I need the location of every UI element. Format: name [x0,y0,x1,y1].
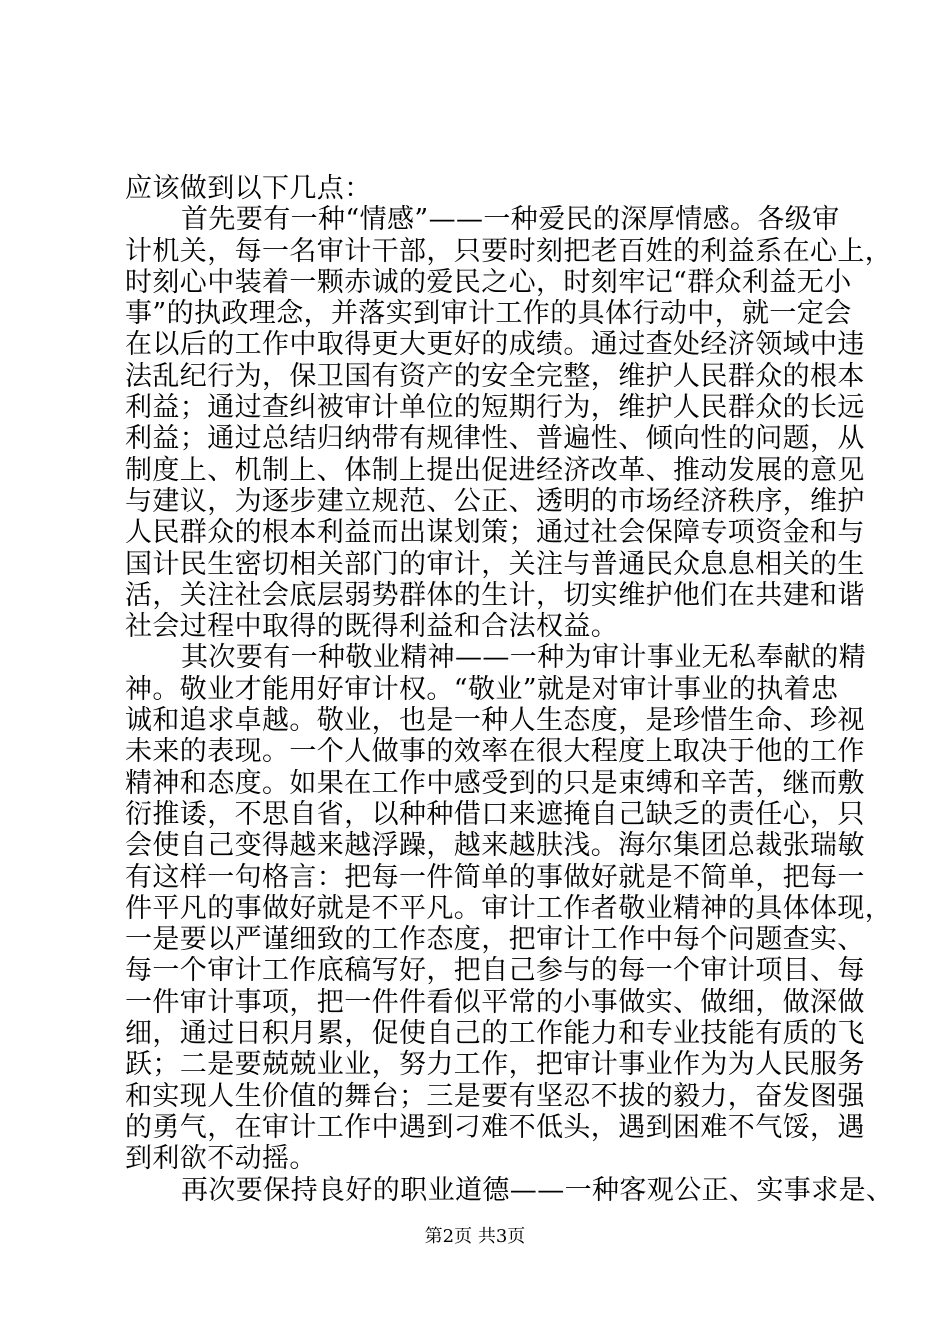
text-line: 细，通过日积月累，促使自己的工作能力和专业技能有质的飞 [125,1018,865,1050]
text-line: 的勇气，在审计工作中遇到刁难不低头，遇到困难不气馁，遇 [125,1111,865,1143]
text-line: 时刻心中装着一颗赤诚的爱民之心，时刻牢记“群众利益无小 [125,266,852,298]
text-line: 有这样一句格言：把每一件简单的事做好就是不简单，把每一 [125,861,865,893]
text-line: 跃；二是要兢兢业业，努力工作，把审计事业作为为人民服务 [125,1049,865,1081]
text-line: 未来的表现。一个人做事的效率在很大程度上取决于他的工作 [125,736,865,768]
text-line: 件平凡的事做好就是不平凡。审计工作者敬业精神的具体体现， [125,892,893,924]
text-line: 应该做到以下几点： [125,173,372,204]
paragraph-first-line: 再次要保持良好的职业道德——一种客观公正、实事求是、 [181,1174,894,1206]
text-line: 制度上、机制上、体制上提出促进经济改革、推动发展的意见 [125,454,865,486]
text-line: 和实现人生价值的舞台；三是要有坚忍不拔的毅力，奋发图强 [125,1080,865,1112]
paragraph-first-line: 首先要有一种“情感”——一种爱民的深厚情感。各级审 [181,204,840,236]
paragraph-first-line: 其次要有一种敬业精神——一种为审计事业无私奉献的精 [181,642,866,674]
text-line: 社会过程中取得的既得利益和合法权益。 [125,611,619,643]
text-line: 利益；通过总结归纳带有规律性、普遍性、倾向性的问题，从 [125,423,865,455]
text-line: 诚和追求卓越。敬业，也是一种人生态度，是珍惜生命、珍视 [125,705,865,737]
text-line: 神。敬业才能用好审计权。“敬业”就是对审计事业的执着忠 [125,673,839,705]
text-line: 人民群众的根本利益而出谋划策；通过社会保障专项资金和与 [125,517,865,549]
text-line: 到利欲不动摇。 [125,1143,317,1175]
text-line: 一件审计事项，把一件件看似平常的小事做实、做细，做深做 [125,986,865,1018]
text-line: 活，关注社会底层弱势群体的生计，切实维护他们在共建和谐 [125,579,865,611]
text-line: 在以后的工作中取得更大更好的成绩。通过查处经济领域中违 [125,329,865,361]
text-line: 法乱纪行为，保卫国有资产的安全完整，维护人民群众的根本 [125,360,865,392]
text-line: 与建议，为逐步建立规范、公正、透明的市场经济秩序，维护 [125,485,865,517]
text-line: 一是要以严谨细致的工作态度，把审计工作中每个问题查实、 [125,924,865,956]
text-line: 事”的执政理念，并落实到审计工作的具体行动中，就一定会 [125,298,852,330]
text-line: 计机关，每一名审计干部，只要时刻把老百姓的利益系在心上， [125,235,893,267]
text-line: 精神和态度。如果在工作中感受到的只是束缚和辛苦，继而敷 [125,767,865,799]
document-body [125,173,894,1206]
text-line: 衍推诿，不思自省，以种种借口来遮掩自己缺乏的责任心，只 [125,798,865,830]
text-line: 会使自己变得越来越浮躁，越来越肤浅。海尔集团总裁张瑞敏 [125,830,865,862]
page-number-footer: 第2页 共3页 [424,1226,526,1247]
text-line: 利益；通过查纠被审计单位的短期行为，维护人民群众的长远 [125,392,865,424]
text-line: 每一个审计工作底稿写好，把自己参与的每一个审计项目、每 [125,955,865,987]
text-line: 国计民生密切相关部门的审计，关注与普通民众息息相关的生 [125,548,865,580]
